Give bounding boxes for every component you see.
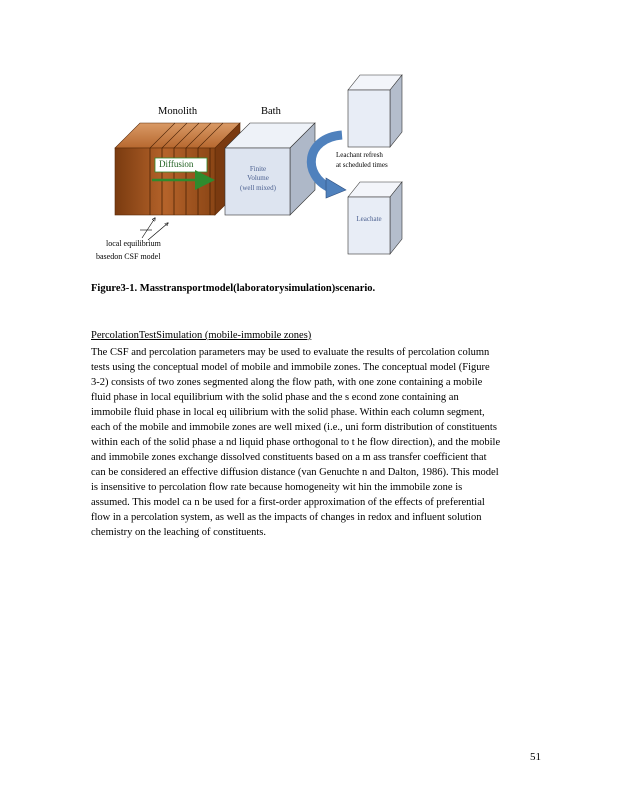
equilibrium-pointer <box>142 218 155 238</box>
paragraph-line: each of the mobile and immobile zones are well mixed (i.e., uni form distribution of constituents <box>91 422 497 433</box>
section-heading: PercolationTestSimulation (mobile-immobile zones) <box>91 330 312 341</box>
paragraph-line: fluid phase in local equilibrium with the solid phase and the s econd zone containing an <box>91 392 459 403</box>
paragraph-line: 3-2) consists of two zones segmented along the flow path, with one zone containing a mobile <box>91 377 483 388</box>
monolith-label: Monolith <box>158 106 198 117</box>
bath-volume-line: Finite <box>249 165 267 173</box>
paragraph-line: tests using the conceptual model of mobile and immobile zones. The conceptual model (Figure <box>91 362 490 373</box>
bath-label: Bath <box>261 106 281 117</box>
paragraph-line: within each of the solid phase a nd liquid phase orthogonal to t he flow direction), and the mobile <box>91 437 501 448</box>
refresh-line: at scheduled times <box>336 161 388 170</box>
paragraph-line: is insensitive to percolation flow rate because homogeneity wit hin the immobile zone is <box>91 482 463 493</box>
paragraph-line: immobile fluid phase in local eq uilibrium with the solid phase. Within each column segment, <box>91 407 485 418</box>
refresh-line: Leachant refresh <box>336 151 383 159</box>
equilibrium-line: basedon CSF model <box>96 251 161 261</box>
new-leachant-cube <box>348 75 402 147</box>
mass-transport-figure <box>80 60 440 275</box>
paragraph-line: and immobile zones exchange dissolved constituents based on a m ass transfer coefficient that <box>91 452 487 463</box>
paragraph-line: assumed. This model ca n be used for a first-order approximation of the effects of preferential <box>91 497 485 508</box>
equilibrium-text <box>96 238 161 264</box>
page-number: 51 <box>530 751 541 763</box>
paragraph-line: flow in a percolation system, as well as the impacts of changes in redox and influent solution <box>91 512 482 523</box>
exchange-arrowhead <box>326 178 346 198</box>
paragraph-line: can be considered an effective diffusion distance (van Genuchte n and Dalton, 1986). This model <box>91 467 499 478</box>
refresh-text <box>336 150 388 170</box>
body-paragraph <box>91 345 551 540</box>
bath-volume-line: (well mixed) <box>240 183 276 192</box>
equilibrium-line: local equilibrium <box>106 239 161 248</box>
bath-volume-line: Volume <box>247 174 269 183</box>
figure-caption: Figure3-1. Masstransportmodel(laboratorysimulation)scenario. <box>91 283 376 294</box>
bath-volume-text <box>228 165 288 193</box>
paragraph-line: chemistry on the leaching of constituents. <box>91 527 266 538</box>
paragraph-line: The CSF and percolation parameters may be used to evaluate the results of percolation column <box>91 347 490 358</box>
diffusion-label: Diffusion <box>159 159 194 169</box>
leachate-label: Leachate <box>356 215 382 223</box>
